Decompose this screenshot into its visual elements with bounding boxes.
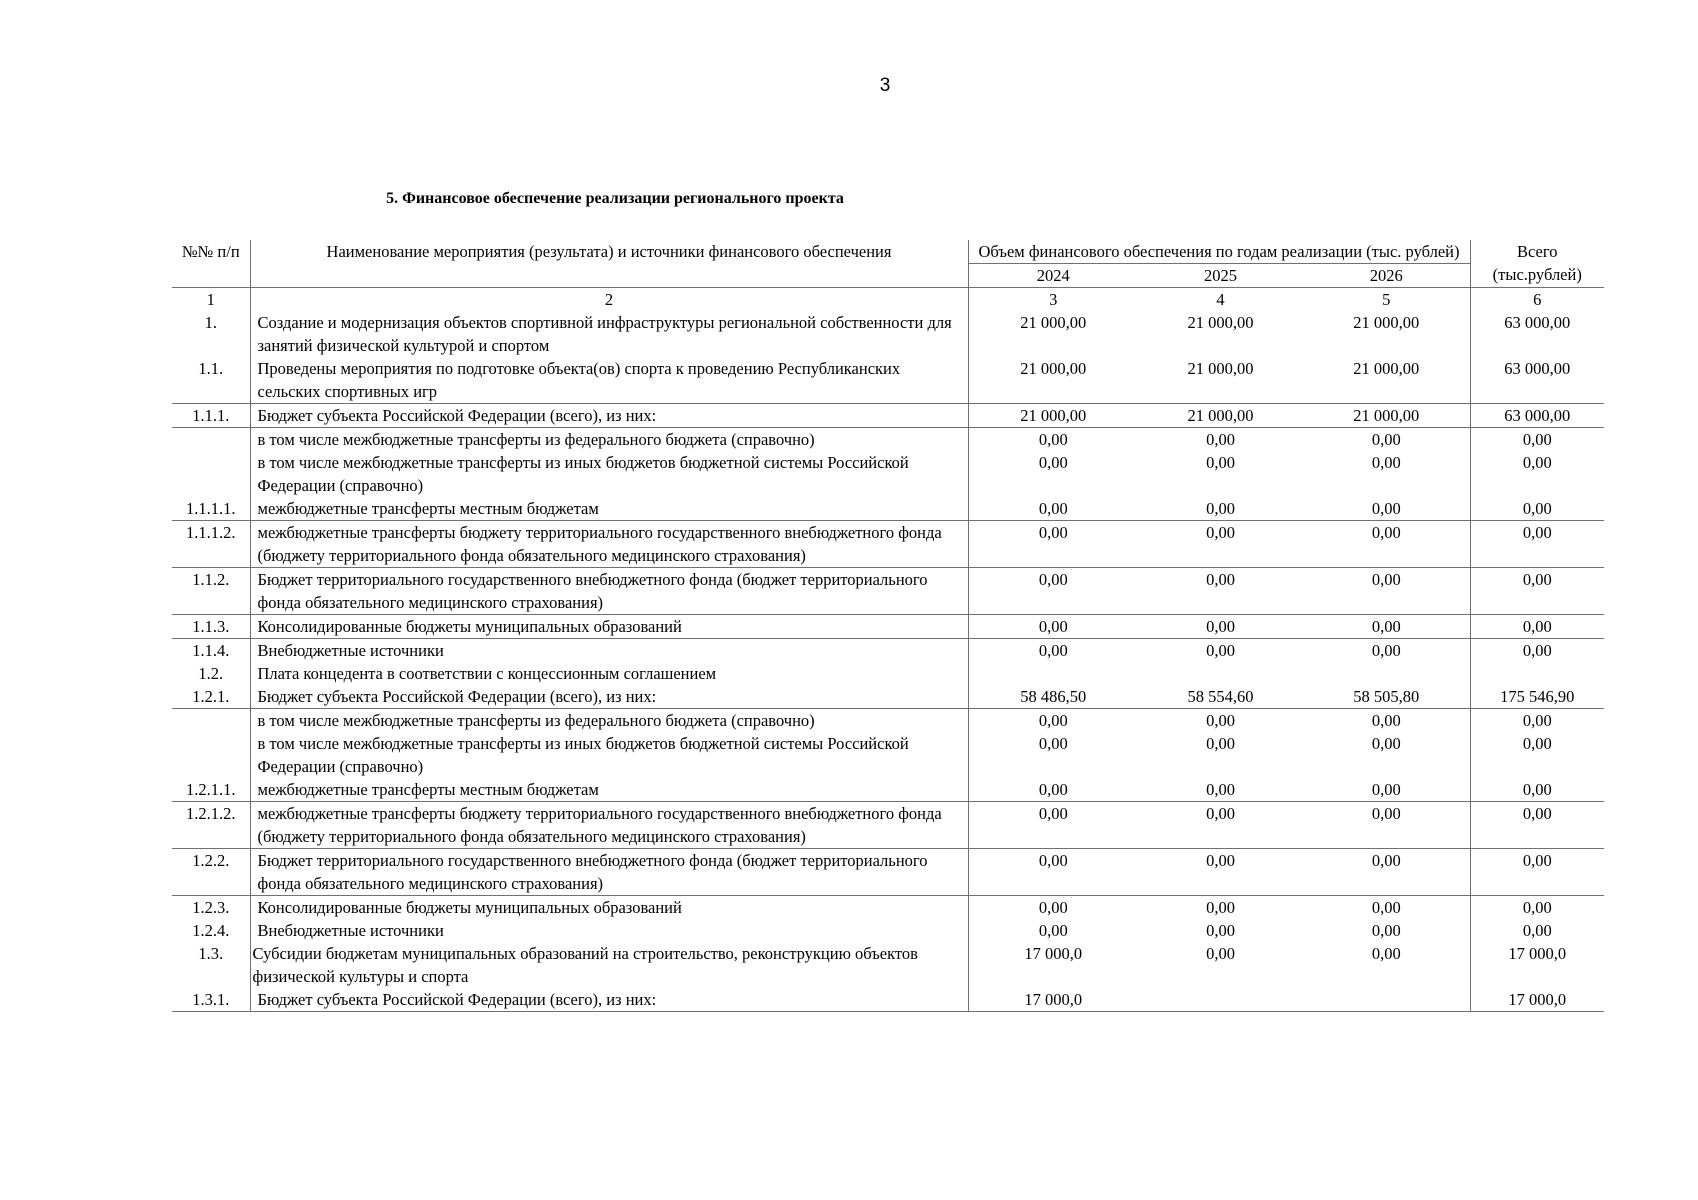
value-2024: 0,00 [968, 428, 1138, 452]
value-2026: 58 505,80 [1303, 685, 1470, 709]
column-number: 2 [250, 288, 968, 312]
value-2024: 0,00 [968, 896, 1138, 920]
value-2025: 0,00 [1206, 734, 1235, 753]
header-year-2026: 2026 [1369, 266, 1403, 285]
value-2026: 0,00 [1303, 802, 1470, 849]
value-2024: 17 000,0 [968, 988, 1138, 1012]
row-number: 1.1.1.2. [172, 521, 250, 568]
value-total: 17 000,0 [1470, 942, 1604, 988]
value-2025: 21 000,00 [1187, 313, 1254, 332]
value-2024: 0,00 [968, 497, 1138, 521]
value-2026: 0,00 [1303, 849, 1470, 896]
value-total: 63 000,00 [1470, 404, 1604, 428]
row-number: 1.2.1.1. [172, 778, 250, 802]
value-2024: 0,00 [968, 849, 1138, 896]
value-2026: 0,00 [1371, 711, 1401, 730]
row-number: 1.2.1.2. [172, 802, 250, 849]
value-2025 [1138, 662, 1303, 685]
column-number: 6 [1470, 288, 1604, 312]
value-total: 0,00 [1470, 615, 1604, 639]
row-name: Бюджет субъекта Российской Федерации (всего), из них: [250, 988, 968, 1012]
table-row [172, 615, 1604, 639]
value-2024: 0,00 [968, 709, 1138, 733]
value-total: 0,00 [1470, 568, 1604, 615]
row-number: 1. [204, 313, 217, 332]
value-2025: 0,00 [1206, 430, 1235, 449]
table-row [172, 896, 1604, 920]
table-row [172, 685, 1604, 709]
value-total: 63 000,00 [1470, 311, 1604, 357]
row-number: 1.1.3. [172, 615, 250, 639]
value-2025: 0,00 [1138, 568, 1303, 615]
value-2025: 0,00 [1206, 921, 1235, 940]
row-name: в том числе межбюджетные трансферты из иных бюджетов бюджетной системы Российской Федерации (справочно) [250, 732, 968, 778]
value-2026: 0,00 [1371, 944, 1401, 963]
table-row [172, 639, 1604, 663]
table-row [172, 451, 1604, 497]
page-number: 3 [879, 75, 891, 96]
table-row [172, 849, 1604, 896]
row-name: Консолидированные бюджеты муниципальных образований [250, 896, 968, 920]
value-2024: 0,00 [968, 521, 1138, 568]
row-name: Внебюджетные источники [250, 919, 968, 942]
header-name: Наименование мероприятия (результата) и источники финансового обеспечения [250, 240, 968, 288]
row-name: Консолидированные бюджеты муниципальных образований [250, 615, 968, 639]
value-2026: 0,00 [1303, 497, 1470, 521]
value-total: 17 000,0 [1470, 988, 1604, 1012]
row-name: Бюджет территориального государственного внебюджетного фонда (бюджет территориального фонда обязательного медицинского страхования) [250, 568, 968, 615]
value-2026: 0,00 [1303, 568, 1470, 615]
column-number: 3 [968, 288, 1138, 312]
value-2025: 58 554,60 [1138, 685, 1303, 709]
row-number: 1.1.4. [192, 641, 230, 660]
value-2025: 0,00 [1138, 497, 1303, 521]
value-total: 0,00 [1470, 896, 1604, 920]
row-name: в том числе межбюджетные трансферты из федерального бюджета (справочно) [250, 709, 968, 733]
value-2024: 0,00 [968, 919, 1138, 942]
value-total: 0,00 [1470, 497, 1604, 521]
value-2026: 21 000,00 [1303, 357, 1470, 404]
value-2025: 21 000,00 [1138, 357, 1303, 404]
value-2026: 0,00 [1371, 453, 1401, 472]
value-2025: 0,00 [1206, 944, 1235, 963]
table-row [172, 988, 1604, 1012]
column-number: 1 [172, 288, 250, 312]
financing-table [172, 240, 1604, 1012]
table-row [172, 497, 1604, 521]
table-row [172, 778, 1604, 802]
row-name: Бюджет территориального государственного внебюджетного фонда (бюджет территориального фонда обязательного медицинского страхования) [250, 849, 968, 896]
header-total: Всего (тыс.рублей) [1470, 240, 1604, 288]
row-number: 1.1.2. [172, 568, 250, 615]
value-total: 0,00 [1470, 521, 1604, 568]
value-2024: 0,00 [968, 778, 1138, 802]
value-2024: 17 000,0 [968, 942, 1138, 988]
value-2026: 21 000,00 [1353, 313, 1420, 332]
header-year-2024: 2024 [968, 264, 1138, 288]
value-2026: 0,00 [1371, 734, 1401, 753]
value-total: 0,00 [1470, 919, 1604, 942]
row-name: в том числе межбюджетные трансферты из иных бюджетов бюджетной системы Российской Федерации (справочно) [250, 451, 968, 497]
row-name: Бюджет субъекта Российской Федерации (всего), из них: [250, 685, 968, 709]
value-2024: 0,00 [968, 451, 1138, 497]
value-total: 0,00 [1470, 778, 1604, 802]
row-name: Внебюджетные источники [250, 639, 968, 663]
value-total: 0,00 [1470, 732, 1604, 778]
row-number [172, 732, 250, 778]
table-row [172, 919, 1604, 942]
value-2024: 21 000,00 [968, 311, 1138, 357]
value-2026 [1303, 662, 1470, 685]
value-2026: 0,00 [1303, 521, 1470, 568]
row-name: межбюджетные трансферты бюджету территориального государственного внебюджетного фонда (бюджету территориального фонда обязательного медицинского страхования) [250, 802, 968, 849]
row-number: 1.1. [172, 357, 250, 404]
table-row [172, 709, 1604, 733]
row-name: Создание и модернизация объектов спортивной инфраструктуры региональной собственности для занятий физической культурой и спортом [250, 311, 968, 357]
table-body [172, 288, 1604, 1012]
table-row [172, 404, 1604, 428]
value-2024: 0,00 [968, 615, 1138, 639]
table-row [172, 732, 1604, 778]
header-year-2025: 2025 [1204, 266, 1237, 285]
value-2024: 0,00 [968, 732, 1138, 778]
table-row [172, 662, 1604, 685]
value-2026: 0,00 [1371, 430, 1401, 449]
value-2024: 0,00 [968, 568, 1138, 615]
value-2026: 0,00 [1303, 615, 1470, 639]
row-name: межбюджетные трансферты местным бюджетам [250, 497, 968, 521]
value-total: 0,00 [1470, 709, 1604, 733]
value-2026: 0,00 [1371, 921, 1401, 940]
value-2025: 0,00 [1206, 711, 1235, 730]
table-row [172, 802, 1604, 849]
value-2024: 21 000,00 [968, 357, 1138, 404]
header-volume: Объем финансового обеспечения по годам реализации (тыс. рублей) [968, 240, 1470, 264]
value-2024: 58 486,50 [968, 685, 1138, 709]
value-2024: 0,00 [968, 802, 1138, 849]
value-total: 0,00 [1470, 428, 1604, 452]
table-row [172, 428, 1604, 452]
row-number: 1.3.1. [172, 988, 250, 1012]
column-number: 5 [1303, 288, 1470, 312]
value-2025: 0,00 [1206, 898, 1235, 917]
value-2025: 0,00 [1138, 615, 1303, 639]
value-2025 [1138, 988, 1303, 1012]
row-number: 1.2.2. [172, 849, 250, 896]
row-number: 1.1.1.1. [172, 497, 250, 521]
value-2025: 21 000,00 [1138, 404, 1303, 428]
value-2025: 0,00 [1138, 849, 1303, 896]
row-name: Бюджет субъекта Российской Федерации (всего), из них: [250, 404, 968, 428]
value-2026: 0,00 [1371, 898, 1401, 917]
section-title: 5. Финансовое обеспечение реализации регионального проекта [386, 190, 844, 207]
row-number: 1.2.3. [192, 898, 230, 917]
row-name: в том числе межбюджетные трансферты из федерального бюджета (справочно) [250, 428, 968, 452]
row-name: Субсидии бюджетам муниципальных образований на строительство, реконструкцию объектов физической культуры и спорта [250, 942, 968, 988]
row-number [172, 709, 250, 733]
value-total [1470, 662, 1604, 685]
value-2026: 0,00 [1371, 641, 1401, 660]
table-row [172, 521, 1604, 568]
value-total: 0,00 [1470, 802, 1604, 849]
value-total: 0,00 [1470, 451, 1604, 497]
header-num: №№ п/п [181, 242, 240, 261]
value-2026: 21 000,00 [1303, 404, 1470, 428]
value-2025: 0,00 [1138, 521, 1303, 568]
row-number: 1.2. [198, 664, 224, 683]
table-row [172, 568, 1604, 615]
value-total: 0,00 [1470, 849, 1604, 896]
value-2025: 0,00 [1206, 453, 1235, 472]
row-number: 1.1.1. [172, 404, 250, 428]
row-name: Плата концедента в соответствии с концессионным соглашением [250, 662, 968, 685]
value-2026 [1303, 988, 1470, 1012]
row-number: 1.2.4. [192, 921, 230, 940]
value-2026: 0,00 [1303, 778, 1470, 802]
column-number: 4 [1138, 288, 1303, 312]
value-2025: 0,00 [1138, 778, 1303, 802]
value-2024: 21 000,00 [968, 404, 1138, 428]
row-number [172, 428, 250, 452]
row-name: Проведены мероприятия по подготовке объекта(ов) спорта к проведению Республиканских сельских спортивных игр [250, 357, 968, 404]
value-2025: 0,00 [1138, 802, 1303, 849]
row-name: межбюджетные трансферты бюджету территориального государственного внебюджетного фонда (бюджету территориального фонда обязательного медицинского страхования) [250, 521, 968, 568]
value-2025: 0,00 [1206, 641, 1235, 660]
table-row [172, 942, 1604, 988]
value-total: 175 546,90 [1470, 685, 1604, 709]
value-2024: 0,00 [968, 639, 1138, 663]
table-row [172, 357, 1604, 404]
value-total: 63 000,00 [1470, 357, 1604, 404]
row-number [172, 451, 250, 497]
value-total: 0,00 [1470, 639, 1604, 663]
row-number: 1.2.1. [172, 685, 250, 709]
row-name: межбюджетные трансферты местным бюджетам [250, 778, 968, 802]
row-number: 1.3. [198, 944, 224, 963]
value-2024 [968, 662, 1138, 685]
table-row [172, 311, 1604, 357]
